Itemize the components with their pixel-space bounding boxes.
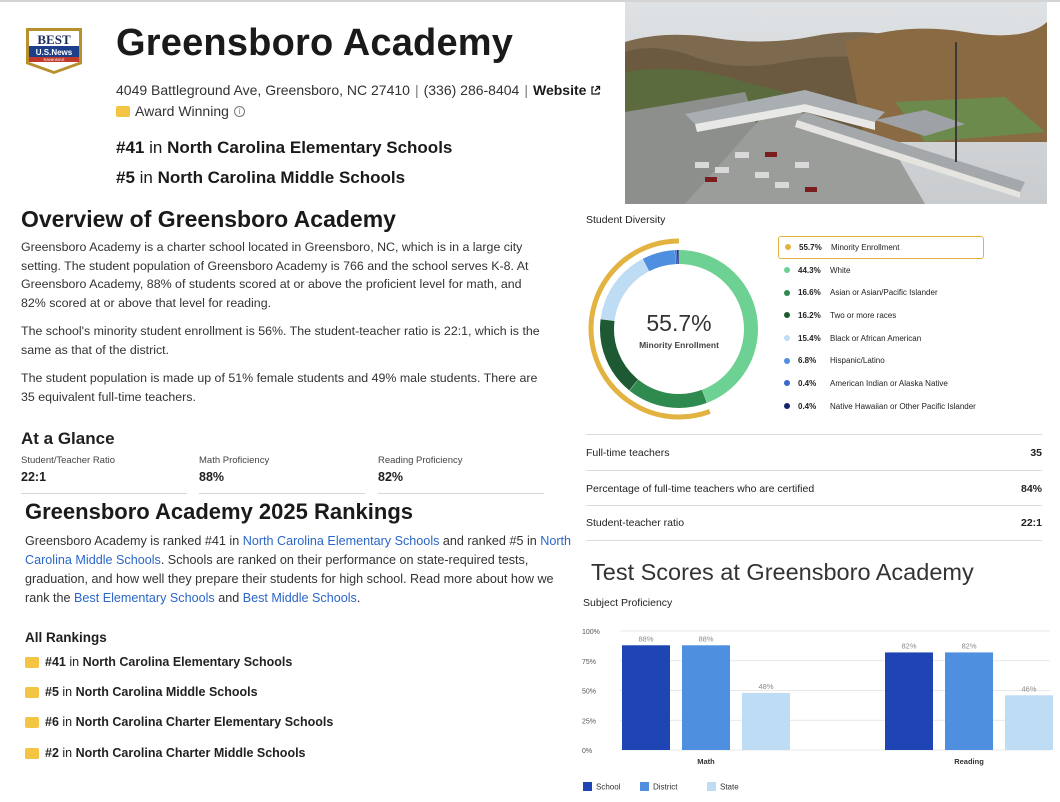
header-rank-elementary[interactable]: #41 in North Carolina Elementary Schools	[116, 138, 453, 157]
chart-y-tick-label: 25%	[582, 718, 597, 726]
diversity-donut-chart	[585, 235, 773, 423]
info-icon[interactable]: i	[234, 106, 245, 117]
external-link-icon	[590, 85, 601, 96]
all-rankings-heading: All Rankings	[25, 630, 107, 645]
stat-fulltime-teachers: Full-time teachers 35	[586, 434, 1042, 470]
chart-bar-district-math[interactable]	[682, 645, 730, 750]
chart-y-tick-label: 0%	[582, 748, 593, 755]
chart-legend-swatch	[640, 782, 649, 791]
award-medal-icon	[116, 106, 130, 117]
chart-data-label: 82%	[901, 641, 917, 651]
chart-bar-school-math[interactable]	[622, 645, 670, 750]
chart-y-tick-label: 50%	[582, 688, 597, 696]
award-medal-icon	[25, 687, 39, 698]
glance-label: Math Proficiency	[199, 455, 270, 466]
legend-dot	[784, 290, 790, 296]
legend-dot	[784, 312, 790, 318]
badge-best-text: BEST	[37, 32, 71, 47]
school-title: Greensboro Academy	[116, 22, 514, 64]
rankings-heading: Greensboro Academy 2025 Rankings	[25, 499, 414, 524]
phone-text[interactable]: (336) 286-8404	[423, 82, 520, 98]
badge-usnews-text: U.S.News	[35, 48, 73, 57]
diversity-legend	[778, 236, 984, 418]
glance-reading	[378, 455, 544, 494]
overview-paragraph-1: Greensboro Academy is a charter school located in Greensboro, NC, which is in a large city setting. The student population of Greensboro Academy is 766 and the school serves K-8. At Greensboro Academy, 88% of students scored at or above the proficient level for math, and 82% scored at or above that level for reading.	[21, 240, 529, 310]
glance-value: 22:1	[21, 470, 47, 484]
chart-legend-label[interactable]: State	[720, 782, 739, 792]
legend-white[interactable]: 44.3% White	[778, 259, 984, 282]
chart-category-label: Reading	[954, 757, 984, 766]
chart-bar-school-reading[interactable]	[885, 652, 933, 750]
chart-legend-swatch	[707, 782, 716, 791]
ranking-item[interactable]: #5 in North Carolina Middle Schools	[25, 685, 258, 699]
website-link[interactable]: Website	[533, 82, 601, 98]
overview-paragraph-2: The school's minority student enrollment is 56%. The student-teacher ratio is 22:1, which is the same as that of the district.	[21, 324, 540, 357]
donut-segment-4	[646, 257, 675, 265]
donut-segment-2	[607, 320, 634, 385]
chart-data-label: 82%	[961, 641, 977, 651]
chart-bar-state-math[interactable]	[742, 693, 790, 750]
glance-label: Reading Proficiency	[378, 455, 463, 466]
subject-proficiency-heading: Subject Proficiency	[583, 597, 673, 609]
chart-bar-district-reading[interactable]	[945, 652, 993, 750]
at-a-glance-heading: At a Glance	[21, 429, 115, 448]
legend-black[interactable]: 15.4% Black or African American	[778, 327, 984, 350]
award-line	[116, 103, 245, 119]
glance-value: 82%	[378, 470, 404, 484]
link-best-middle[interactable]: Best Middle Schools	[242, 591, 357, 605]
legend-minority[interactable]: 55.7% Minority Enrollment	[778, 236, 984, 259]
legend-dot	[784, 380, 790, 386]
legend-american-indian[interactable]: 0.4% American Indian or Alaska Native	[778, 372, 984, 395]
stat-student-teacher-ratio: Student-teacher ratio 22:1	[586, 505, 1042, 541]
chart-legend-label[interactable]: District	[653, 782, 678, 792]
legend-dot	[784, 403, 790, 409]
legend-dot	[784, 335, 790, 341]
ranking-item[interactable]: #2 in North Carolina Charter Middle Schools	[25, 746, 306, 760]
glance-ratio	[21, 455, 187, 494]
stat-certified-teachers: Percentage of full-time teachers who are certified 84%	[586, 470, 1042, 506]
legend-pacific-islander[interactable]: 0.4% Native Hawaiian or Other Pacific Islander	[778, 395, 984, 418]
ranking-item[interactable]: #6 in North Carolina Charter Elementary Schools	[25, 715, 333, 729]
legend-hispanic[interactable]: 6.8% Hispanic/Latino	[778, 349, 984, 372]
glance-label: Student/Teacher Ratio	[21, 455, 116, 466]
link-best-elementary[interactable]: Best Elementary Schools	[74, 591, 215, 605]
chart-data-label: 88%	[698, 634, 714, 644]
chart-data-label: 46%	[1021, 684, 1037, 694]
link-nc-middle[interactable]: North Carolina Middle Schools	[25, 534, 572, 567]
us-news-badge-logo	[20, 26, 88, 76]
donut-center-label: Minority Enrollment	[639, 340, 719, 350]
glance-value: 88%	[199, 470, 225, 484]
contact-line: 4049 Battleground Ave, Greensboro, NC 27410 | (336) 286-8404 | Website	[116, 82, 601, 98]
rankings-paragraph: Greensboro Academy is ranked #41 in North Carolina Elementary Schools and ranked #5 in North Carolina Middle Schools. Schools are ranked on their performance on state-required tests, graduation, and how well they prepare their students for high school. Read more about how we rank the Best Elementary Schools and Best Middle Schools.	[25, 534, 572, 605]
address-text: 4049 Battleground Ave, Greensboro, NC 27410	[116, 82, 410, 98]
subject-proficiency-chart	[580, 622, 1056, 802]
legend-dot	[784, 358, 790, 364]
legend-two-or-more[interactable]: 16.2% Two or more races	[778, 304, 984, 327]
badge-rankings-text: RANKINGS	[43, 57, 65, 62]
glance-math	[199, 455, 365, 494]
chart-data-label: 88%	[638, 634, 654, 644]
donut-center-value: 55.7%	[646, 310, 712, 336]
school-aerial-photo	[625, 2, 1047, 204]
overview-paragraph-3: The student population is made up of 51% female students and 49% male students. There are 35 equivalent full-time teachers.	[21, 371, 538, 404]
overview-heading: Overview of Greensboro Academy	[21, 206, 396, 232]
chart-y-tick-label: 100%	[582, 629, 600, 636]
chart-bar-state-reading[interactable]	[1005, 695, 1053, 750]
legend-asian[interactable]: 16.6% Asian or Asian/Pacific Islander	[778, 281, 984, 304]
chart-legend-label[interactable]: School	[596, 782, 621, 792]
award-medal-icon	[25, 657, 39, 668]
donut-segment-1	[634, 385, 705, 401]
diversity-heading: Student Diversity	[586, 214, 666, 226]
legend-dot	[785, 244, 791, 250]
chart-y-tick-label: 75%	[582, 658, 597, 666]
award-label: Award Winning	[135, 103, 229, 119]
header-rank-middle[interactable]: #5 in North Carolina Middle Schools	[116, 168, 406, 187]
test-scores-heading: Test Scores at Greensboro Academy	[591, 559, 974, 585]
award-medal-icon	[25, 717, 39, 728]
chart-data-label: 48%	[758, 681, 774, 691]
award-medal-icon	[25, 748, 39, 759]
link-nc-elementary[interactable]: North Carolina Elementary Schools	[242, 534, 440, 548]
chart-legend-swatch	[583, 782, 592, 791]
ranking-item[interactable]: #41 in North Carolina Elementary Schools	[25, 655, 292, 669]
legend-dot	[784, 267, 790, 273]
chart-category-label: Math	[697, 757, 715, 766]
